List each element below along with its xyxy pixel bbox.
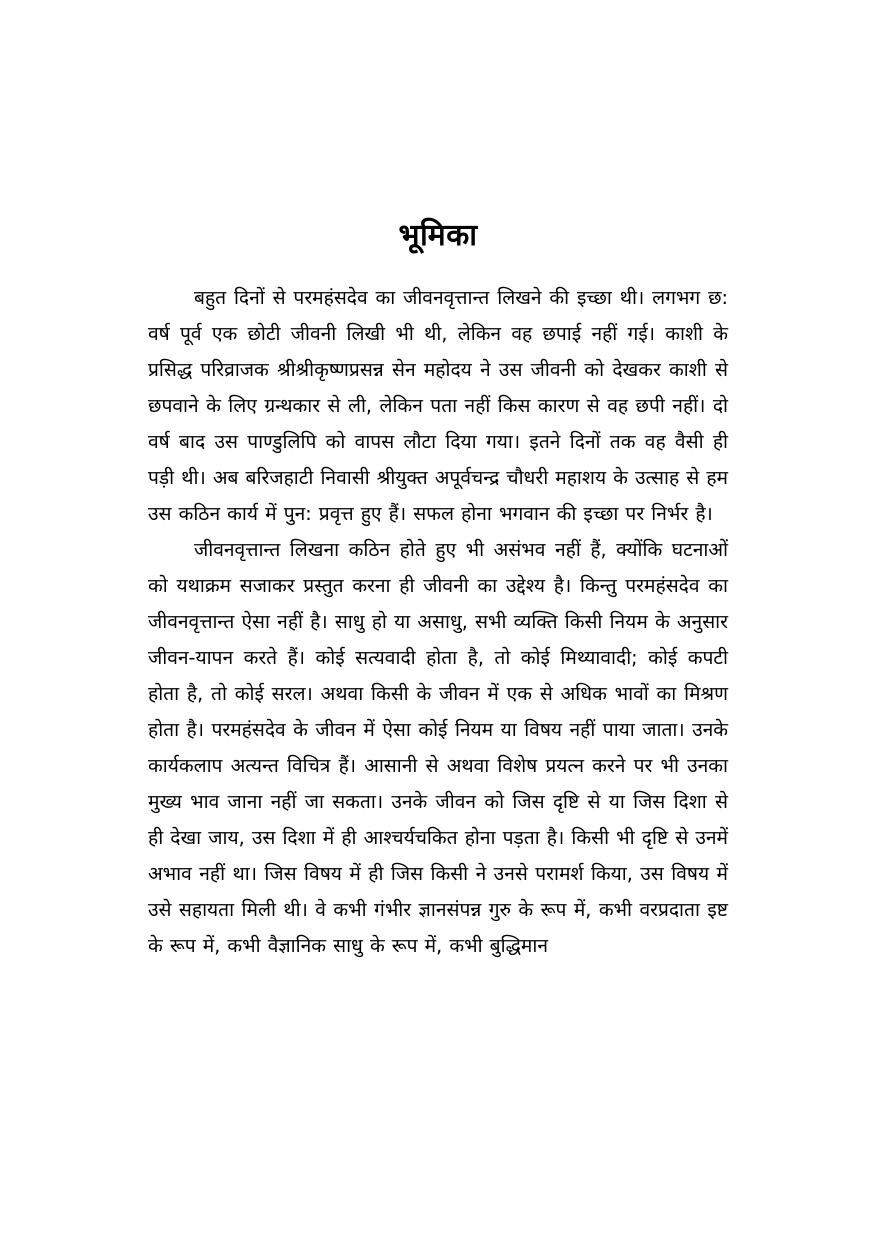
body-paragraph: जीवनवृत्तान्त लिखना कठिन होते हुए भी असंभव नहीं हैं, क्योंकि घटनाओं को यथाक्रम सजाकर प्रस्तुत करना ही जीवनी का उद्देश्य है। किन्तु परमहंसदेव का जीवनवृत्तान्त ऐसा नहीं है। साधु हो या असाधु, सभी व्यक्ति किसी नियम के अनुसार जीवन-यापन करते हैं। कोई सत्यवादी होता है, तो कोई मिथ्यावादी; कोई कपटी होता है, तो कोई सरल। अथवा किसी के जीवन में एक से अधिक भावों का मिश्रण होता है। परमहंसदेव के जीवन में ऐसा कोई नियम या विषय नहीं पाया जाता। उनके कार्यकलाप अत्यन्त विचित्र हैं। आसानी से अथवा विशेष प्रयत्न करने पर भी उनका मुख्य भाव जाना नहीं जा सकता। उनके जीवन को जिस दृष्टि से या जिस दिशा से ही देखा जाय, उस दिशा में ही आश्चर्यचकित होना पड़ता है। किसी भी दृष्टि से उनमें अभाव नहीं था। जिस विषय में ही जिस किसी ने उनसे परामर्श किया, उस विषय में उसे सहायता मिली थी। वे कभी गंभीर ज्ञानसंपन्न गुरु के रूप में, कभी वरप्रदाता इष्ट के रूप में, कभी वैज्ञानिक साधु के रूप में, कभी बुद्धिमान — [148, 538, 728, 957]
page-title: भूमिका — [398, 218, 478, 253]
body-paragraph: बहुत दिनों से परमहंसदेव का जीवनवृत्तान्त लिखने की इच्छा थी। लगभग छ: वर्ष पूर्व एक छोटी जीवनी लिखी भी थी, लेकिन वह छपाई नहीं गई। काशी के प्रसिद्ध परिव्राजक श्रीश्रीकृष्णप्रसन्न सेन महोदय ने उस जीवनी को देखकर काशी से छपवाने के लिए ग्रन्थकार से ली, लेकिन पता नहीं किस कारण से वह छपी नहीं। दो वर्ष बाद उस पाण्डुलिपि को वापस लौटा दिया गया। इतने दिनों तक वह वैसी ही पड़ी थी। अब बरिजहाटी निवासी श्रीयुक्त अपूर्वचन्द्र चौधरी महाशय के उत्साह से हम उस कठिन कार्य में पुन: प्रवृत्त हुए हैं। सफल होना भगवान की इच्छा पर निर्भर है। — [148, 286, 729, 525]
page-content — [148, 218, 728, 964]
